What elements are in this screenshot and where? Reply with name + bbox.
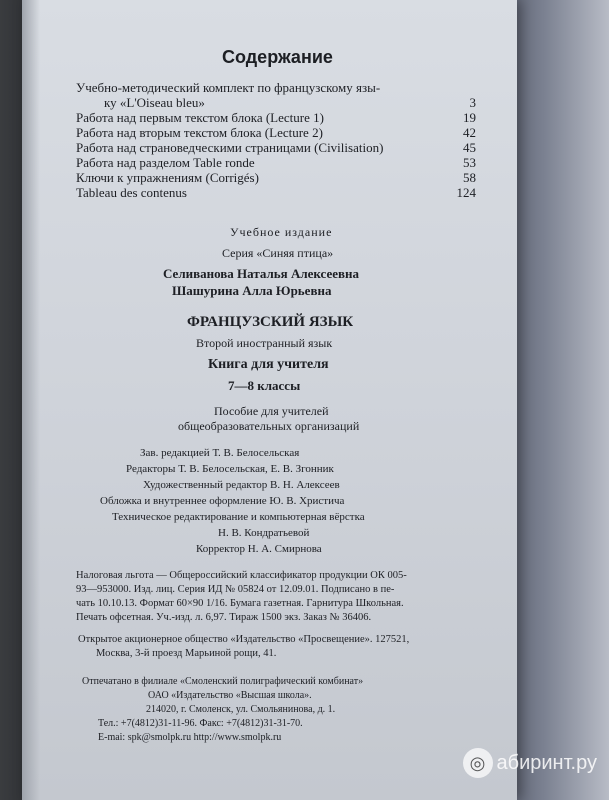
book-type: Книга для учителя <box>208 357 329 372</box>
toc-item: Работа над вторым текстом блока (Lecture 2) 42 <box>76 125 476 140</box>
toc-item: Учебно-методический комплект по французскому язы- <box>76 80 381 95</box>
toc-item: Ключи к упражнениям (Corrigés) 58 <box>76 170 476 185</box>
staff-line: Зав. редакцией Т. В. Белосельская <box>140 447 300 459</box>
printer-line: Отпечатано в филиале «Смоленский полиграфический комбинат» <box>82 676 364 687</box>
print-info-line: Налоговая льгота — Общероссийский классификатор продукции ОК 005- <box>76 570 407 581</box>
toc-item: Tableau des contenus 124 <box>76 185 476 200</box>
toc-item: Работа над первым текстом блока (Lecture 1) 19 <box>76 110 476 125</box>
table-of-contents <box>76 80 476 200</box>
print-info-line: 93—953000. Изд. лиц. Серия ИД № 05824 от 12.09.01. Подписано в пе- <box>76 584 395 595</box>
publisher-line: Открытое акционерное общество «Издательство «Просвещение». 127521, <box>78 634 410 645</box>
staff-line: Корректор Н. А. Смирнова <box>196 543 322 555</box>
print-info-line: Печать офсетная. Уч.-изд. л. 6,97. Тираж 1500 экз. Заказ № 36406. <box>76 612 372 623</box>
edition-type: Учебное издание <box>230 225 333 239</box>
author-1: Селиванова Наталья Алексеевна <box>163 266 360 281</box>
printer-line: Тел.: +7(4812)31-11-96. Факс: +7(4812)31-31-70. <box>98 718 303 729</box>
watermark <box>463 748 598 778</box>
printer-line: E-mai: spk@smolpk.ru http://www.smolpk.ru <box>98 732 282 743</box>
staff-line: Редакторы Т. В. Белосельская, Е. В. Згонник <box>126 463 334 475</box>
purpose-line-2: общеобразовательных организаций <box>178 419 360 433</box>
staff-line: Обложка и внутреннее оформление Ю. В. Христича <box>100 495 345 507</box>
printer-line: ОАО «Издательство «Высшая школа». <box>148 690 312 701</box>
book-title: ФРАНЦУЗСКИЙ ЯЗЫК <box>187 314 354 330</box>
grades: 7—8 классы <box>228 378 301 393</box>
toc-item: ку «L'Oiseau bleu» 3 <box>104 95 476 110</box>
purpose-line-1: Пособие для учителей <box>214 404 329 418</box>
author-2: Шашурина Алла Юрьевна <box>172 283 332 298</box>
publisher-line: Москва, 3-й проезд Марьиной рощи, 41. <box>96 648 277 659</box>
staff-line: Техническое редактирование и компьютерная вёрстка <box>112 511 365 523</box>
print-info-line: чать 10.10.13. Формат 60×90 1/16. Бумага газетная. Гарнитура Школьная. <box>76 598 404 609</box>
book-subtitle: Второй иностранный язык <box>196 336 333 350</box>
staff-line: Художественный редактор В. Н. Алексеев <box>143 479 340 491</box>
toc-item: Работа над страноведческими страницами (Civilisation) 45 <box>76 140 476 155</box>
printer-line: 214020, г. Смоленск, ул. Смольянинова, д. 1. <box>146 704 336 715</box>
staff-line: Н. В. Кондратьевой <box>218 527 310 539</box>
contents-heading: Содержание <box>222 47 333 67</box>
labirint-logo-icon: ◎ <box>463 748 493 778</box>
series: Серия «Синяя птица» <box>222 246 334 260</box>
toc-item: Работа над разделом Table ronde 53 <box>76 155 476 170</box>
watermark-text: абиринт.ру <box>496 751 597 774</box>
